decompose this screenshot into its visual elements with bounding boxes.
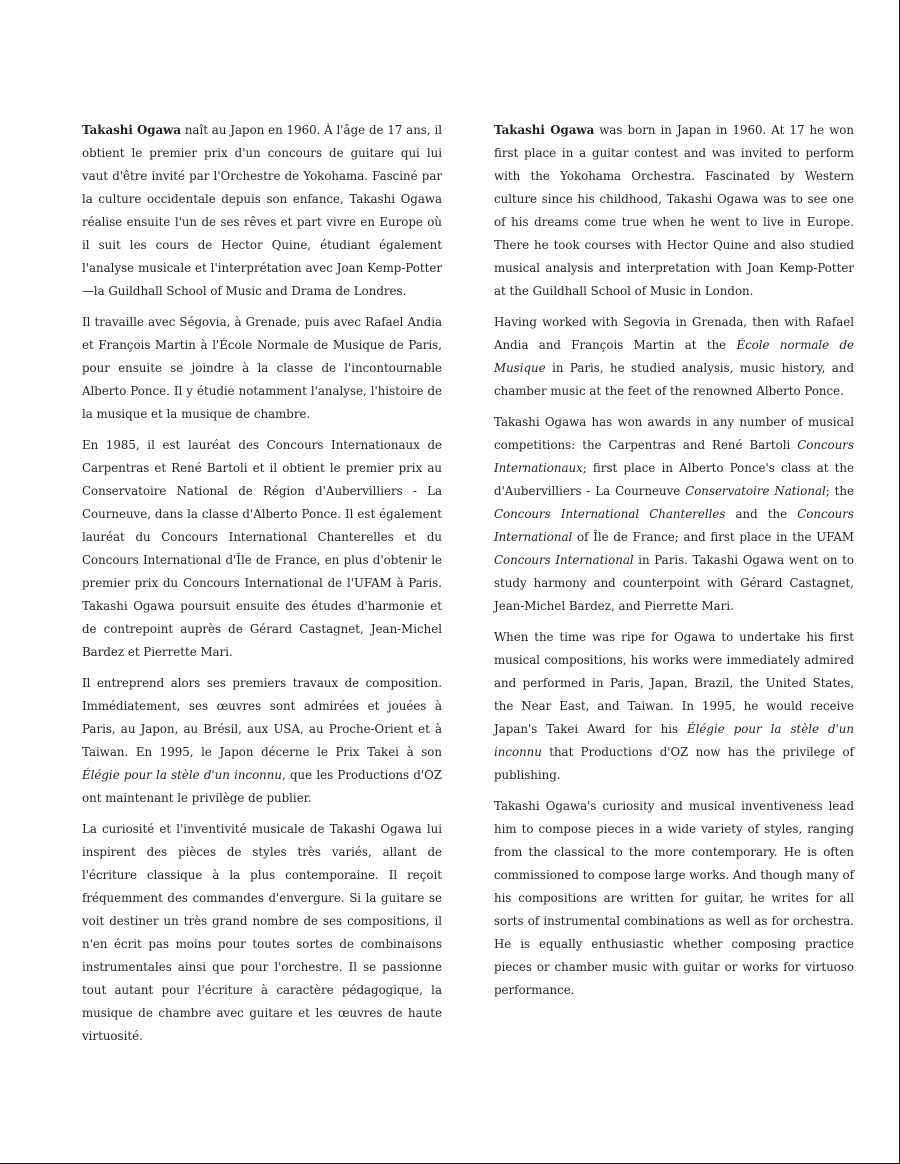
competition-italic: Concours Internationaux bbox=[494, 438, 854, 475]
english-paragraph: Takashi Ogawa's curiosity and musical inventiveness lead him to compose pieces in a wide variety of styles, ranging from the classical to the more contemporary. He is often commissioned to compose large works. And though many of his compositions are written for guitar, he writes for all sorts of instrumental combinations as well as for orchestra. He is equally enthusiastic whether composing practice pieces or chamber music with guitar or works for virtuoso performance. bbox=[494, 799, 854, 997]
conservatoire-italic: Conservatoire National bbox=[685, 484, 826, 498]
english-paragraph: When the time was ripe for Ogawa to undertake his first musical compositions, his works were immediately admired and performed in Paris, Japan, Brazil, the United States, the Near East, and Taiwan. In 1995, he would receive Japan's Takei Award for his Élégie pour la stèle d'un inconnu that Productions d'OZ now has the privilege of publishing. bbox=[494, 630, 854, 782]
french-biography-column bbox=[82, 119, 442, 1056]
competition-italic: Concours International Chanterelles bbox=[494, 507, 726, 521]
french-paragraph: Il entreprend alors ses premiers travaux de composition. Immédiatement, ses œuvres sont admirées et jouées à Paris, au Japon, au Brésil, aux USA, au Proche-Orient et à Taiwan. En 1995, le Japon décerne le Prix Takei à son Élégie pour la stèle d'un inconnu, que les Productions d'OZ ont maintenant le privilège de publier. bbox=[82, 676, 442, 805]
french-paragraph: En 1985, il est lauréat des Concours Internationaux de Carpentras et René Bartoli et il obtient le premier prix au Conservatoire National de Région d'Aubervilliers - La Courneuve, dans la classe d'Alberto Ponce. Il est également lauréat du Concours International Chanterelles et du Concours International d'Île de France, en plus d'obtenir le premier prix du Concours International de l'UFAM à Paris. Takashi Ogawa poursuit ensuite des études d'harmonie et de contrepoint auprès de Gérard Castagnet, Jean-Michel Bardez et Pierrette Mari. bbox=[82, 438, 442, 659]
english-paragraph: Takashi Ogawa was born in Japan in 1960. At 17 he won first place in a guitar contest and was invited to perform with the Yokohama Orchestra. Fascinated by Western culture since his childhood, Takashi Ogawa was to see one of his dreams come true when he went to live in Europe. There he took courses with Hector Quine and also studied musical analysis and interpretation with Joan Kemp-Potter at the Guildhall School of Music in London. bbox=[494, 123, 854, 298]
french-paragraph: Takashi Ogawa naît au Japon en 1960. À l'âge de 17 ans, il obtient le premier prix d'un concours de guitare qui lui vaut d'être invité par l'Orchestre de Yokohama. Fasciné par la culture occidentale depuis son enfance, Takashi Ogawa réalise ensuite l'un de ses rêves et part vivre en Europe où il suit les cours de Hector Quine, étudiant également l'analyse musicale et l'interprétation avec Joan Kemp-Potter—la Guildhall School of Music and Drama de Londres. bbox=[82, 123, 443, 298]
name-bold: Takashi Ogawa bbox=[82, 123, 181, 137]
work-title-italic: Élégie pour la stèle d'un inconnu bbox=[494, 722, 854, 759]
school-name-italic: École normale de Musique bbox=[494, 338, 855, 375]
name-bold: Takashi Ogawa bbox=[494, 123, 595, 137]
competition-italic: Concours International bbox=[494, 553, 634, 567]
english-paragraph: Takashi Ogawa has won awards in any number of musical competitions: the Carpentras and René Bartoli Concours Internationaux; first place in Alberto Ponce's class at the d'Aubervilliers - La Courneuve Conservatoire National; the Concours International Chanterelles and the Concours International of Île de France; and first place in the UFAM Concours International in Paris. Takashi Ogawa went on to study harmony and counterpoint with Gérard Castagnet, Jean-Michel Bardez, and Pierrette Mari. bbox=[494, 415, 854, 613]
competition-italic: Concours International bbox=[494, 507, 854, 544]
work-title-italic: Élégie pour la stèle d'un inconnu bbox=[82, 768, 282, 782]
english-paragraph: Having worked with Segovia in Grenada, then with Rafael Andia and François Martin at the École normale de Musique in Paris, he studied analysis, music history, and chamber music at the feet of the renowned Alberto Ponce. bbox=[494, 315, 855, 398]
french-paragraph: Il travaille avec Ségovia, à Grenade, puis avec Rafael Andia et François Martin à l'École Normale de Musique de Paris, pour ensuite se joindre à la classe de l'incontournable Alberto Ponce. Il y étudie notamment l'analyse, l'histoire de la musique et la musique de chambre. bbox=[82, 315, 442, 421]
french-paragraph: La curiosité et l'inventivité musicale de Takashi Ogawa lui inspirent des pièces de styles très variés, allant de l'écriture classique à la plus contemporaine. Il reçoit fréquemment des commandes d'envergure. Si la guitare se voit destiner un très grand nombre de ses compositions, il n'en écrit pas moins pour toutes sortes de combinaisons instrumentales ainsi que pour l'orchestre. Il se passionne tout autant pour l'écriture à caractère pédagogique, la musique de chambre avec guitare et les œuvres de haute virtuosité. bbox=[82, 822, 442, 1043]
english-biography-column bbox=[494, 119, 854, 1010]
